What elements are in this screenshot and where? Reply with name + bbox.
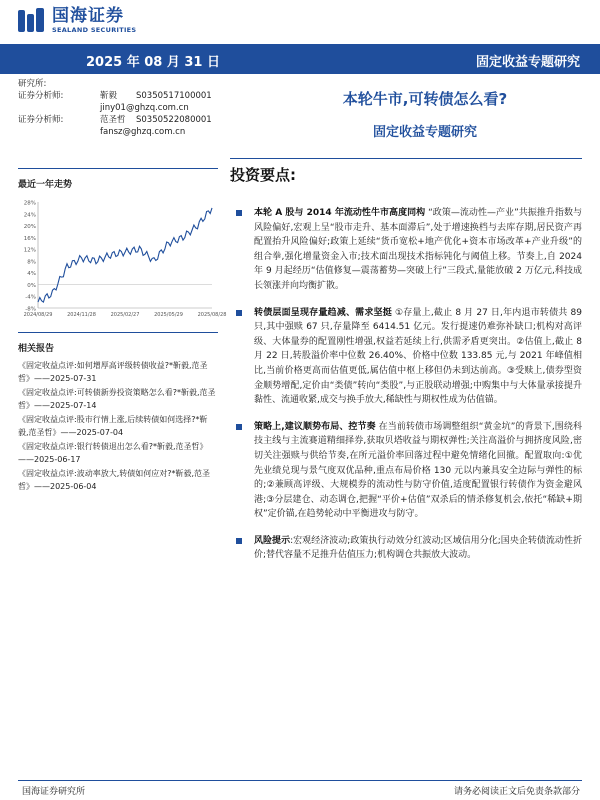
y-tick-label: 8% <box>27 259 36 266</box>
investment-point <box>230 306 582 408</box>
header-band <box>0 44 600 74</box>
related-report-item[interactable]: 《固定收益点评:可转债新券投资策略怎么看?*靳毅,范圣哲》——2025-07-14 <box>18 388 216 410</box>
footer-institute: 国海证券研究所 <box>22 787 86 797</box>
y-tick-label: 4% <box>27 271 36 278</box>
analyst-role: 证券分析师: <box>18 91 64 101</box>
point-body: “政策—流动性—产业”共振推升指数与风险偏好,宏观上呈“股市走升、基本面滞后”,处于增速换档与去库存期,居民资产再配置抬升风险偏好;政策上延续“货币宽松+地产优化+资本市场改革+产业升级”的组合拳,强化增量资金入市;技术面出现技术指标钝化与阈值上移。节奏上,自 2024 年 9 月起经历“估值修复—震荡蓄势—突破上行”三段式,量能放破 2 万亿元,科技成长领涨并向均衡扩散。 <box>254 208 582 291</box>
related-report-item[interactable]: 《固定收益点评:股市行情上涨,后续转债如何选择?*靳毅,范圣哲》——2025-07-04 <box>18 415 208 437</box>
analyst-email-row <box>18 102 218 114</box>
x-tick-label: 2025/05/29 <box>154 312 183 318</box>
series-line <box>38 208 212 302</box>
investment-points <box>230 206 582 575</box>
research-team <box>18 78 218 138</box>
point-lead: 策略上,建议顺势布局、控节奏 <box>254 421 376 432</box>
analyst-role: 证券分析师: <box>18 115 64 125</box>
x-tick-label: 2024/11/28 <box>67 312 96 318</box>
point-body: 在当前转债市场调整组织“黄金坑”的背景下,围绕科技主线与主流赛道精细择券,获取贝塔收益与期权弹性;关注高溢价与拥挤度风险,密切关注强赎与供给节奏,在所元溢价率回落过程中避免情绪化回撤。配置取向:①优先业绩兑现与景气度双优品种,重点布局价格 130 元以内兼具安全边际与弹性的标的;②兼顾高评级、大规模券的流动性与防守价值,适度配置银行转债作为资金避风港;③分层建仓、动态调仓,把握“平价+估值”双杀后的情杀修复机会,依托“稀缺+期权”定价锚,在趋势轮动中平衡进攻与防守。 <box>254 421 582 520</box>
point-lead: 本轮 A 股与 2014 年流动性牛市高度同构 <box>254 208 426 218</box>
point-body: ①存量上,截止 8 月 27 日,年内退市转债共 89 只,其中强赎 67 只,存量降至 6414.51 亿元。发行提速仍难弥补缺口;机构对高评级、大体量券的配置刚性增强,权益若延续上行,供需矛盾更突出。②估值上,截止 8 月 22 日,转股溢价率中位数 26.40%、价格中位数 133.85 元,与 2021 年峰值相比,当前价格更高而估值更低,属估值中枢上移但仍未到达前高。③受赎上,债券型资金顺势增配,定价由“类债”转向“类股”,与正股联动增强;中购集中与大体量承接提升黏性、流通收紧,成交与换手放大,稀缺性与期权性成为估值锚。 <box>254 307 582 406</box>
trend-chart-svg <box>18 196 227 326</box>
investment-point <box>230 420 582 522</box>
divider <box>18 168 218 169</box>
analyst-name: 范圣哲 <box>100 115 126 125</box>
point-lead: 风险提示 <box>254 535 291 546</box>
report-header <box>230 78 580 140</box>
analyst-license: S0350517100001 <box>136 91 212 101</box>
divider <box>230 158 582 159</box>
divider <box>18 332 218 333</box>
analyst-email[interactable]: fansz@ghzq.com.cn <box>100 127 186 137</box>
y-tick-label: 20% <box>23 224 36 231</box>
bullet-icon <box>236 424 242 430</box>
bullet-icon <box>236 210 242 216</box>
y-tick-label: 24% <box>23 212 36 219</box>
related-report-item[interactable]: 《固定收益点评:如何增厚高评级转债收益?*靳毅,范圣哲》——2025-07-31 <box>18 361 208 383</box>
analyst-email-row <box>18 126 218 138</box>
footer-divider <box>18 780 582 781</box>
x-tick-label: 2025/08/28 <box>197 312 227 318</box>
logo-mark-icon <box>18 8 46 34</box>
analyst-row <box>18 90 218 102</box>
analyst-license: S0350522080001 <box>136 115 212 125</box>
y-tick-label: 28% <box>23 200 36 207</box>
y-tick-label: 12% <box>23 247 36 254</box>
brand-name-en: SEALAND SECURITIES <box>52 26 137 35</box>
related-report-item[interactable]: 《固定收益点评:银行转债退出怎么看?*靳毅,范圣哲》——2025-06-17 <box>18 442 208 464</box>
related-report-item[interactable]: 《固定收益点评:波动率放大,转债如何应对?*靳毅,范圣哲》——2025-06-04 <box>18 469 211 491</box>
point-lead: 转债层面呈现存量趋减、需求坚挺 <box>254 307 392 318</box>
report-type: 固定收益专题研究 <box>475 55 580 70</box>
analyst-name: 靳毅 <box>100 91 118 101</box>
y-tick-label: 0% <box>27 282 36 289</box>
trend-title: 最近一年走势 <box>18 180 73 190</box>
section-title: 投资要点: <box>230 166 296 184</box>
report-date: 2025 年 08 月 31 日 <box>86 55 220 70</box>
x-tick-label: 2024/08/29 <box>23 312 53 318</box>
analyst-row <box>18 114 218 126</box>
research-team-label: 研究所: <box>18 79 47 89</box>
point-body: :宏观经济波动;政策执行动效分红波动;区域信用分化;国央企转债流动性折价;替代容量不足推升估值压力;机构调仓共振放大波动。 <box>254 535 582 561</box>
trend-chart <box>18 196 227 326</box>
bullet-icon <box>236 310 242 316</box>
investment-point <box>230 534 582 563</box>
report-title: 本轮牛市,可转债怎么看? <box>342 90 508 108</box>
x-tick-label: 2025/02/27 <box>110 312 140 318</box>
sidebar <box>18 78 227 495</box>
y-tick-label: -4% <box>25 294 36 301</box>
y-tick-label: -8% <box>25 306 36 313</box>
y-tick-label: 16% <box>23 235 36 242</box>
footer-disclaimer: 请务必阅读正文后免责条款部分 <box>453 787 580 797</box>
brand-name-cn: 国海证券 <box>52 6 124 27</box>
brand-logo <box>18 6 136 36</box>
analyst-email[interactable]: jiny01@ghzq.com.cn <box>100 103 189 113</box>
investment-point <box>230 206 582 294</box>
related-reports-title: 相关报告 <box>18 344 55 354</box>
report-subtitle: 固定收益专题研究 <box>372 125 477 140</box>
bullet-icon <box>236 538 242 544</box>
related-reports-list <box>18 360 218 493</box>
